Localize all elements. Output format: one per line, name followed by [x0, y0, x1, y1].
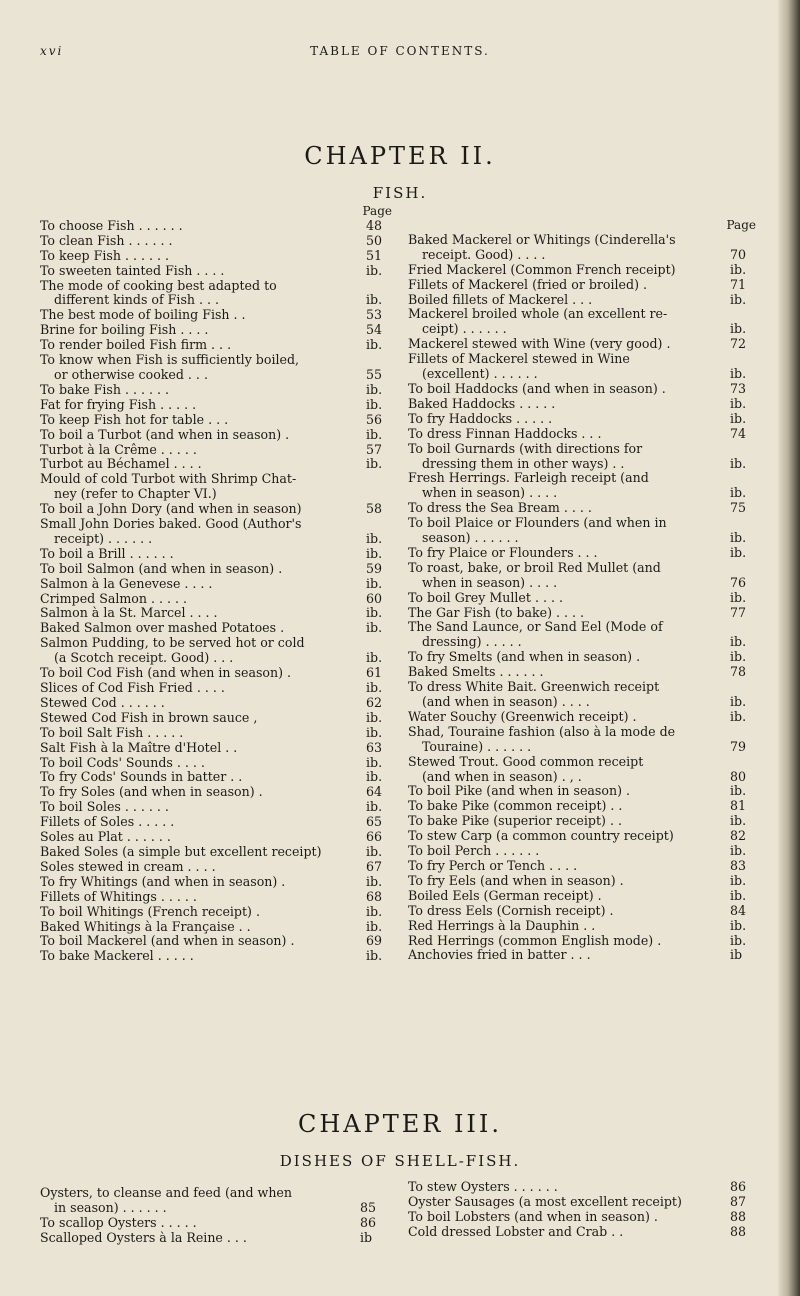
toc-entry-page: ib.: [366, 680, 383, 695]
toc-entry: [40, 666, 392, 681]
chapter-2-left-column: [40, 204, 392, 964]
toc-entry: [40, 353, 392, 383]
toc-entry-page: ib: [360, 1229, 373, 1245]
toc-entry-title: To boil a John Dory (and when in season): [40, 501, 302, 517]
page-column-header: Page: [362, 204, 392, 218]
toc-entry: [40, 383, 392, 398]
toc-entry: [408, 904, 756, 919]
toc-entry: [408, 814, 756, 829]
toc-entry-page: ib.: [730, 544, 747, 560]
toc-entry-page: 60: [366, 590, 383, 606]
toc-entry: [40, 398, 392, 413]
toc-entry-title: Fillets of Mackerel (fried or broiled) .: [408, 276, 647, 292]
toc-entry: [40, 428, 392, 443]
toc-entry-title: To roast, bake, or broil Red Mullet (and: [408, 559, 661, 575]
toc-entry: [40, 323, 392, 338]
toc-entry-page: 81: [730, 798, 747, 814]
toc-entry: [408, 471, 756, 501]
toc-entry: [40, 472, 392, 502]
toc-entry: [408, 665, 756, 680]
toc-entry: [408, 889, 756, 904]
toc-entry: [40, 830, 392, 845]
toc-entry-continuation: (and when in season) . . . .: [422, 694, 590, 709]
toc-entry: [40, 443, 392, 458]
toc-entry: [408, 233, 756, 263]
toc-entry-title: Fillets of Mackerel stewed in Wine: [408, 351, 630, 367]
toc-entry-page: 67: [366, 858, 383, 874]
toc-entry-continuation: dressing them in other ways) . .: [422, 455, 625, 471]
toc-entry-title: To boil Perch . . . . . .: [408, 843, 540, 859]
toc-entry-title: To fry Haddocks . . . . .: [408, 410, 553, 426]
toc-entry: [408, 352, 756, 382]
running-head: [40, 44, 760, 70]
toc-entry: [408, 606, 756, 621]
toc-entry-title: To bake Pike (common receipt) . .: [408, 798, 623, 814]
toc-entry: [408, 516, 756, 546]
toc-entry: [40, 457, 392, 472]
toc-entry: [408, 844, 756, 859]
toc-entry-page: 66: [366, 829, 383, 845]
toc-entry-page: 83: [730, 857, 747, 873]
toc-entry-title: Salmon Pudding, to be served hot or cold: [40, 635, 305, 651]
toc-entry-title: Brine for boiling Fish . . . .: [40, 322, 209, 338]
toc-entry-title: Baked Soles (a simple but excellent receipt): [40, 843, 322, 859]
toc-entry-title: To boil Soles . . . . . .: [40, 799, 169, 815]
toc-entry: [408, 591, 756, 606]
toc-entry: [408, 725, 756, 755]
toc-entry-page: ib.: [366, 799, 383, 815]
toc-entry: [408, 948, 756, 963]
toc-entry-title: To keep Fish hot for table . . .: [40, 411, 229, 427]
toc-entry-title: To boil Whitings (French receipt) .: [40, 903, 260, 919]
toc-entry-continuation: (excellent) . . . . . .: [422, 366, 538, 382]
toc-entry-continuation: or otherwise cooked . . .: [54, 366, 208, 382]
toc-entry: [40, 592, 392, 607]
toc-entry-continuation: dressing) . . . . .: [422, 634, 522, 650]
toc-entry-page: ib.: [730, 366, 747, 382]
toc-entry-title: To boil Cods' Sounds . . . .: [40, 754, 205, 770]
toc-entry-page: ib.: [730, 455, 747, 471]
toc-entry-page: 59: [366, 560, 383, 576]
toc-entry-page: 68: [366, 888, 383, 904]
toc-entry-title: Anchovies fried in batter . . .: [408, 947, 591, 963]
toc-entry: [408, 859, 756, 874]
toc-entry-page: ib.: [366, 650, 383, 666]
toc-entry: [40, 815, 392, 830]
toc-entry-title: Soles stewed in cream . . . .: [40, 858, 216, 874]
toc-entry-title: The Sand Launce, or Sand Eel (Mode of: [408, 619, 663, 635]
toc-entry: [408, 680, 756, 710]
toc-entry-title: Soles au Plat . . . . . .: [40, 829, 171, 845]
toc-entry-title: Small John Dories baked. Good (Author's: [40, 516, 302, 532]
chapter-3-section: DISHES OF SHELL-FISH.: [279, 1152, 521, 1170]
toc-entry-page: 70: [730, 246, 747, 262]
toc-entry-title: To boil Gurnards (with directions for: [408, 440, 643, 456]
toc-entry-page: ib.: [366, 426, 383, 442]
toc-entry: [408, 650, 756, 665]
toc-entry-continuation: receipt) . . . . . .: [54, 530, 153, 546]
toc-entry: [408, 1195, 756, 1210]
toc-entry: [408, 263, 756, 278]
toc-entry: [408, 934, 756, 949]
toc-entry-page: ib.: [366, 381, 383, 397]
toc-entry: [40, 770, 392, 785]
toc-entry: [40, 338, 392, 353]
toc-entry-page: 88: [730, 1223, 747, 1239]
toc-entry: [408, 874, 756, 889]
toc-entry-title: Stewed Cod Fish in brown sauce ,: [40, 709, 258, 725]
toc-entry-page: ib.: [366, 948, 383, 964]
toc-entry-title: Oysters, to cleanse and feed (and when: [40, 1185, 292, 1200]
toc-entry-title: To fry Eels (and when in season) .: [408, 872, 624, 888]
chapter-3-left-column: [40, 1186, 386, 1246]
toc-entry-page: ib.: [730, 932, 747, 948]
toc-entry-continuation: different kinds of Fish . . .: [54, 292, 220, 308]
toc-entry: [40, 920, 392, 935]
toc-entry-title: To boil a Brill . . . . . .: [40, 545, 174, 561]
toc-entry: [40, 905, 392, 920]
toc-entry-page: 53: [366, 307, 383, 323]
toc-entry: [40, 308, 392, 323]
toc-entry: [40, 711, 392, 726]
toc-entry-page: 64: [366, 784, 383, 800]
toc-entry-page: 71: [730, 276, 747, 292]
toc-entry-continuation: in season) . . . . . .: [54, 1199, 167, 1215]
toc-entry-page: ib.: [730, 917, 747, 933]
toc-entry-title: Fresh Herrings. Farleigh receipt (and: [408, 470, 649, 486]
toc-entry-title: To stew Carp (a common country receipt): [408, 828, 674, 844]
toc-entry: [408, 1225, 756, 1240]
toc-entry-title: Salmon à la Genevese . . . .: [40, 575, 213, 591]
toc-entry-page: ib.: [366, 724, 383, 740]
toc-entry-page: 84: [730, 902, 747, 918]
toc-entry-page: ib.: [730, 291, 747, 307]
toc-entry-title: To dress the Sea Bream . . . .: [408, 500, 592, 516]
toc-entry: [408, 293, 756, 308]
toc-entry-page: ib.: [366, 903, 383, 919]
toc-entry: [408, 412, 756, 427]
toc-entry-title: Baked Mackerel or Whitings (Cinderella's: [408, 231, 676, 247]
toc-entry: [408, 561, 756, 591]
toc-entry-title: Baked Whitings à la Française . .: [40, 918, 251, 934]
toc-entry: [40, 860, 392, 875]
toc-entry-page: 86: [360, 1214, 377, 1230]
toc-entry-page: 65: [366, 814, 383, 830]
toc-entry-page: 78: [730, 664, 747, 680]
chapter-3-title: CHAPTER III.: [297, 1110, 503, 1138]
toc-entry-page: ib.: [366, 396, 383, 412]
toc-entry-page: 57: [366, 441, 383, 457]
toc-entry-title: Stewed Trout. Good common receipt: [408, 753, 644, 769]
toc-entry-title: To keep Fish . . . . . .: [40, 247, 169, 263]
toc-entry-title: Baked Smelts . . . . . .: [408, 664, 544, 680]
toc-entry-title: Cold dressed Lobster and Crab . .: [408, 1223, 624, 1239]
toc-entry-page: 55: [366, 366, 383, 382]
toc-entry-title: To dress Finnan Haddocks . . .: [408, 425, 602, 441]
toc-entry-page: ib.: [366, 918, 383, 934]
toc-entry: [408, 442, 756, 472]
toc-entry-title: To boil Salmon (and when in season) .: [40, 560, 283, 576]
running-title: TABLE OF CONTENTS.: [310, 44, 490, 58]
toc-entry-title: Turbot à la Crême . . . . .: [40, 441, 197, 457]
page-column-header: Page: [726, 218, 756, 232]
toc-entry-page: ib.: [730, 872, 747, 888]
toc-entry-title: Mould of cold Turbot with Shrimp Chat-: [40, 471, 297, 487]
toc-entry-page: ib.: [730, 634, 747, 650]
toc-entry: [40, 636, 392, 666]
toc-entry-title: Salt Fish à la Maître d'Hotel . .: [40, 739, 238, 755]
toc-entry-continuation: (a Scotch receipt. Good) . . .: [54, 650, 234, 666]
toc-entry-page: ib.: [730, 649, 747, 665]
toc-entry-title: To dress White Bait. Greenwich receipt: [408, 679, 660, 695]
toc-entry-title: Red Herrings (common English mode) .: [408, 932, 662, 948]
toc-entry: [40, 741, 392, 756]
chapter-2-section: FISH.: [372, 184, 428, 202]
toc-entry-title: To boil Grey Mullet . . . .: [408, 589, 563, 605]
toc-entry-page: 69: [366, 933, 383, 949]
toc-entry-continuation: (and when in season) . , .: [422, 768, 582, 784]
toc-entry: [40, 845, 392, 860]
toc-entry-continuation: Touraine) . . . . . .: [422, 738, 532, 754]
toc-entry: [408, 784, 756, 799]
toc-entry: [408, 337, 756, 352]
toc-entry-page: ib.: [366, 545, 383, 561]
toc-entry: [408, 829, 756, 844]
toc-entry-page: ib.: [730, 783, 747, 799]
toc-entry-page: ib.: [366, 620, 383, 636]
toc-entry-page: ib.: [366, 456, 383, 472]
toc-entry-title: Water Souchy (Greenwich receipt) .: [408, 708, 637, 724]
toc-entry: [40, 234, 392, 249]
toc-entry-title: To stew Oysters . . . . . .: [408, 1179, 558, 1194]
toc-entry-page: ib.: [366, 709, 383, 725]
toc-entry-title: To scallop Oysters . . . . .: [40, 1214, 197, 1230]
toc-entry-title: To choose Fish . . . . . .: [40, 217, 183, 233]
toc-entry-title: The Gar Fish (to bake) . . . .: [408, 604, 585, 620]
toc-entry-title: To render boiled Fish firm . . .: [40, 337, 232, 353]
toc-entry: [40, 756, 392, 771]
toc-entry: [40, 413, 392, 428]
toc-entry-page: 87: [730, 1193, 747, 1209]
toc-entry: [40, 800, 392, 815]
toc-entry-page: ib.: [366, 530, 383, 546]
toc-entry-title: Mackerel stewed with Wine (very good) .: [408, 336, 671, 352]
toc-entry: [408, 427, 756, 442]
toc-entry-page: 58: [366, 501, 383, 517]
toc-entry-title: Crimped Salmon . . . . .: [40, 590, 188, 606]
toc-entry-page: ib.: [730, 708, 747, 724]
toc-entry-page: 51: [366, 247, 383, 263]
toc-entry-title: To bake Mackerel . . . . .: [40, 948, 194, 964]
toc-entry-title: Salmon à la St. Marcel . . . .: [40, 605, 218, 621]
toc-entry-title: Baked Salmon over mashed Potatoes .: [40, 620, 285, 636]
toc-entry-page: ib.: [730, 694, 747, 709]
toc-entry: [408, 397, 756, 412]
toc-entry-title: Stewed Cod . . . . . .: [40, 694, 165, 710]
toc-entry-page: ib.: [730, 843, 747, 859]
toc-entry-title: Fried Mackerel (Common French receipt): [408, 261, 676, 277]
toc-entry-title: To sweeten tainted Fish . . . .: [40, 262, 225, 278]
toc-entry-page: 74: [730, 425, 747, 441]
chapter-3-right-column: [408, 1180, 756, 1240]
toc-entry-page: ib.: [366, 605, 383, 621]
toc-entry: [40, 681, 392, 696]
toc-entry-page: 48: [366, 217, 383, 233]
toc-entry: [40, 875, 392, 890]
toc-entry-page: 73: [730, 380, 747, 396]
toc-entry: [40, 621, 392, 636]
toc-entry-title: To boil a Turbot (and when in season) .: [40, 426, 290, 442]
toc-entry: [408, 755, 756, 785]
toc-entry-page: ib.: [730, 589, 747, 605]
toc-entry: [408, 799, 756, 814]
toc-entry-page: ib.: [730, 813, 747, 829]
toc-entry-title: To boil Haddocks (and when in season) .: [408, 380, 666, 396]
toc-entry-title: To fry Plaice or Flounders . . .: [408, 544, 598, 560]
page-number: xvi: [40, 44, 64, 58]
toc-entry: [40, 785, 392, 800]
toc-entry: [408, 710, 756, 725]
toc-entry: [40, 547, 392, 562]
toc-entry-title: To boil Lobsters (and when in season) .: [408, 1208, 658, 1224]
toc-entry-page: 61: [366, 665, 383, 681]
toc-entry-title: To boil Salt Fish . . . . .: [40, 724, 184, 740]
toc-entry-title: To fry Soles (and when in season) .: [40, 784, 263, 800]
toc-entry-title: The mode of cooking best adapted to: [40, 277, 277, 293]
toc-entry-page: 62: [366, 694, 383, 710]
toc-entry-page: 56: [366, 411, 383, 427]
toc-entry-continuation: ceipt) . . . . . .: [422, 321, 507, 337]
toc-entry: [40, 1216, 386, 1231]
toc-entry-page: 79: [730, 738, 747, 754]
toc-entry-page: 72: [730, 336, 747, 352]
toc-entry-page: ib.: [366, 769, 383, 785]
toc-entry: [408, 501, 756, 516]
toc-entry-page: ib: [730, 947, 743, 963]
toc-entry-title: Oyster Sausages (a most excellent receipt): [408, 1193, 682, 1209]
toc-entry-page: ib.: [366, 337, 383, 353]
toc-entry-title: To boil Mackerel (and when in season) .: [40, 933, 295, 949]
toc-entry: [408, 1180, 756, 1195]
toc-entry-title: Mackerel broiled whole (an excellent re-: [408, 306, 668, 322]
toc-entry-page: 80: [730, 768, 747, 784]
toc-entry-title: Scalloped Oysters à la Reine . . .: [40, 1229, 247, 1245]
toc-entry-title: Boiled fillets of Mackerel . . .: [408, 291, 593, 307]
toc-entry-title: To fry Smelts (and when in season) .: [408, 649, 641, 665]
toc-entry: [408, 382, 756, 397]
toc-entry: [408, 278, 756, 293]
toc-entry-page: 88: [730, 1208, 747, 1224]
toc-entry-title: To boil Plaice or Flounders (and when in: [408, 515, 667, 531]
toc-entry-page: 86: [730, 1179, 747, 1194]
toc-entry-page: 63: [366, 739, 383, 755]
toc-entry-title: The best mode of boiling Fish . .: [40, 307, 246, 323]
toc-entry-page: ib.: [730, 530, 747, 546]
toc-entry-page: 75: [730, 500, 747, 516]
toc-entry-continuation: ney (refer to Chapter VI.): [54, 486, 217, 502]
toc-entry-page: 77: [730, 604, 747, 620]
toc-entry: [408, 1210, 756, 1225]
toc-entry-title: Turbot au Béchamel . . . .: [40, 456, 202, 472]
toc-entry: [40, 890, 392, 905]
toc-entry-page: 82: [730, 828, 747, 844]
toc-entry-title: To know when Fish is sufficiently boiled,: [40, 352, 300, 368]
toc-entry-continuation: when in season) . . . .: [422, 485, 558, 501]
toc-entry-page: ib.: [730, 410, 747, 426]
toc-entry-page: 85: [360, 1199, 377, 1215]
toc-entry: [40, 249, 392, 264]
toc-entry-page: ib.: [730, 321, 747, 337]
toc-entry: [40, 219, 392, 234]
toc-entry-page: ib.: [366, 292, 383, 308]
toc-entry-title: To fry Cods' Sounds in batter . .: [40, 769, 243, 785]
toc-entry-page: ib.: [366, 873, 383, 889]
toc-entry-title: To bake Fish . . . . . .: [40, 381, 170, 397]
toc-entry-continuation: season) . . . . . .: [422, 530, 519, 546]
toc-entry-page: ib.: [730, 887, 747, 903]
toc-entry: [40, 264, 392, 279]
toc-entry-page: ib.: [366, 262, 383, 278]
toc-entry-page: ib.: [730, 485, 747, 501]
toc-entry: [40, 606, 392, 621]
toc-entry-page: ib.: [366, 754, 383, 770]
toc-entry: [40, 577, 392, 592]
toc-entry-title: Boiled Eels (German receipt) .: [408, 887, 602, 903]
toc-entry-page: 54: [366, 322, 383, 338]
toc-entry: [408, 620, 756, 650]
toc-entry: [408, 546, 756, 561]
toc-entry-title: Red Herrings à la Dauphin . .: [408, 917, 596, 933]
toc-entry: [40, 696, 392, 711]
toc-entry-page: ib.: [366, 843, 383, 859]
toc-entry-page: ib.: [730, 395, 747, 411]
toc-entry-page: ib.: [730, 261, 747, 277]
toc-entry-title: Fillets of Whitings . . . . .: [40, 888, 197, 904]
toc-entry-title: Baked Haddocks . . . . .: [408, 395, 556, 411]
toc-entry: [408, 919, 756, 934]
toc-entry-title: To fry Perch or Tench . . . .: [408, 857, 578, 873]
chapter-2-title: CHAPTER II.: [304, 142, 496, 170]
toc-entry-title: To clean Fish . . . . . .: [40, 232, 173, 248]
toc-entry-title: To dress Eels (Cornish receipt) .: [408, 902, 614, 918]
toc-entry: [40, 1231, 386, 1246]
toc-entry-title: Fat for frying Fish . . . . .: [40, 396, 197, 412]
toc-entry-title: To fry Whitings (and when in season) .: [40, 873, 286, 889]
toc-entry-title: To boil Pike (and when in season) .: [408, 783, 630, 799]
toc-entry: [40, 562, 392, 577]
toc-entry: [40, 934, 392, 949]
toc-entry: [40, 279, 392, 309]
chapter-2-right-column: [408, 218, 756, 963]
toc-entry-page: 50: [366, 232, 383, 248]
toc-entry: [40, 517, 392, 547]
toc-entry: [40, 726, 392, 741]
toc-entry-title: Fillets of Soles . . . . .: [40, 814, 175, 830]
toc-entry: [40, 502, 392, 517]
toc-entry-page: 76: [730, 574, 747, 590]
toc-entry-title: Slices of Cod Fish Fried . . . .: [40, 680, 225, 695]
toc-entry-title: To bake Pike (superior receipt) . .: [408, 813, 622, 829]
toc-entry-page: ib.: [366, 575, 383, 591]
toc-entry: [408, 307, 756, 337]
toc-entry-title: Shad, Touraine fashion (also à la mode de: [408, 723, 676, 739]
toc-entry-continuation: receipt. Good) . . . .: [422, 246, 546, 262]
toc-entry: [40, 949, 392, 964]
toc-entry: [40, 1186, 386, 1216]
toc-entry-title: To boil Cod Fish (and when in season) .: [40, 665, 292, 681]
toc-entry-continuation: when in season) . . . .: [422, 574, 558, 590]
